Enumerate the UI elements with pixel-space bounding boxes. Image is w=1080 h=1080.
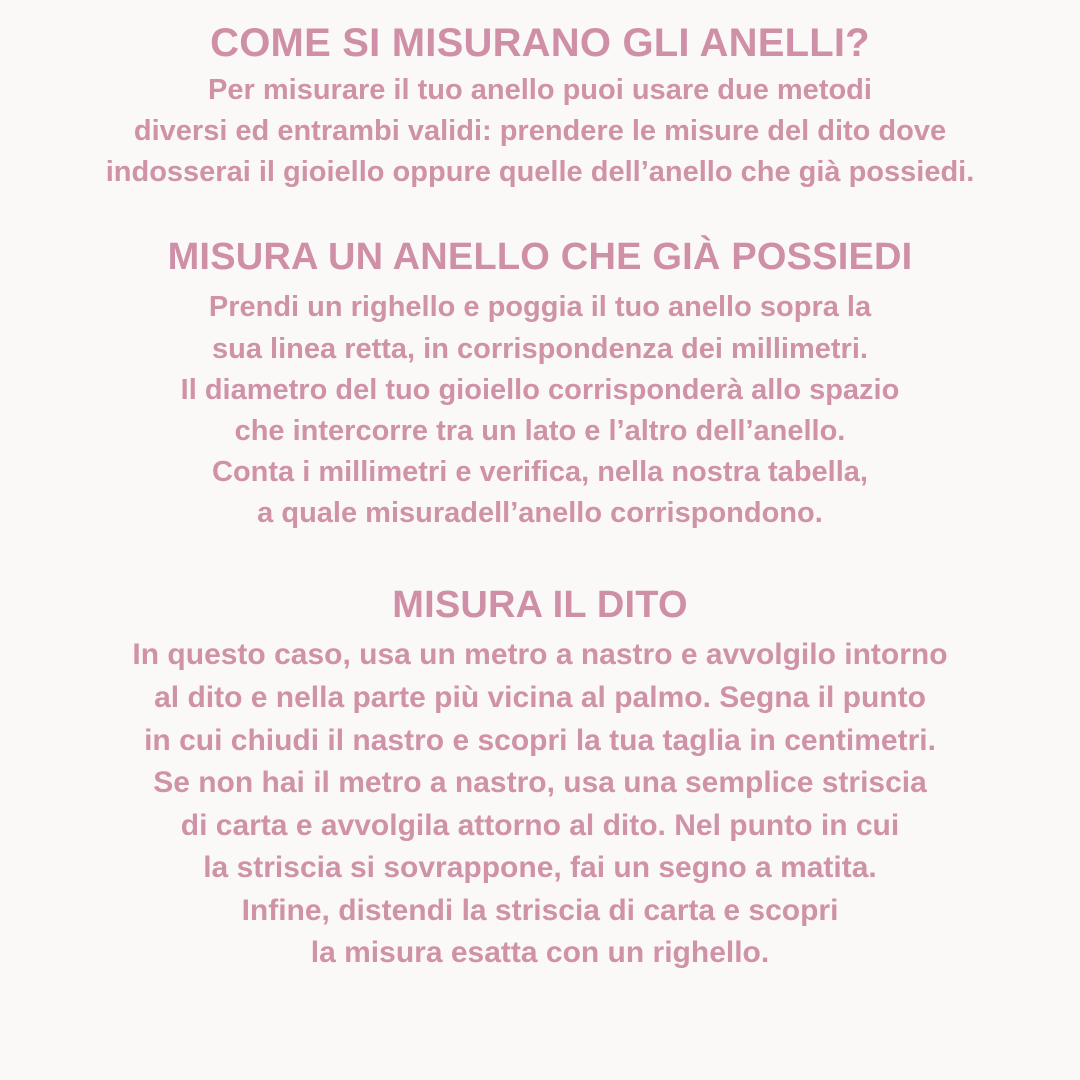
section-heading-measure-finger: MISURA IL DITO: [392, 584, 688, 627]
section-heading-measure-ring: MISURA UN ANELLO CHE GIÀ POSSIEDI: [167, 235, 913, 278]
text-line: in cui chiudi il nastro e scopri la tua taglia in centimetri.: [144, 723, 936, 757]
measure-ring-paragraph: [181, 287, 900, 534]
page-title: COME SI MISURANO GLI ANELLI?: [210, 21, 870, 65]
text-line: Infine, distendi la striscia di carta e scopri: [241, 893, 839, 927]
text-line: indosserai il gioiello oppure quelle dell’anello che già possiedi.: [105, 156, 975, 189]
text-line: sua linea retta, in corrispondenza dei millimetri.: [212, 332, 868, 365]
section-measure-ring: [24, 235, 1056, 535]
text-line: a quale misuradell’anello corrispondono.: [257, 497, 823, 530]
section-intro: [24, 8, 1056, 194]
text-line: la misura esatta con un righello.: [310, 936, 770, 970]
text-line: la striscia si sovrappone, fai un segno a matita.: [203, 851, 877, 885]
text-line: Per misurare il tuo anello puoi usare due metodi: [208, 74, 872, 106]
text-line: di carta e avvolgila attorno al dito. Nel punto in cui: [180, 808, 900, 842]
text-line: Se non hai il metro a nastro, usa una semplice striscia: [153, 766, 927, 800]
intro-paragraph: [106, 70, 975, 194]
section-measure-finger: [24, 586, 1056, 975]
text-line: In questo caso, usa un metro a nastro e avvolgilo intorno: [132, 638, 948, 672]
text-line: Prendi un righello e poggia il tuo anello sopra la: [208, 291, 872, 324]
text-line: che intercorre tra un lato e l’altro dell’anello.: [234, 414, 846, 447]
text-line: Il diametro del tuo gioiello corrisponderà allo spazio: [180, 373, 900, 406]
measure-finger-paragraph: [132, 634, 947, 975]
text-line: al dito e nella parte più vicina al palmo. Segna il punto: [154, 680, 926, 714]
text-line: diversi ed entrambi validi: prendere le misure del dito dove: [133, 115, 947, 148]
text-line: Conta i millimetri e verifica, nella nostra tabella,: [212, 456, 868, 489]
